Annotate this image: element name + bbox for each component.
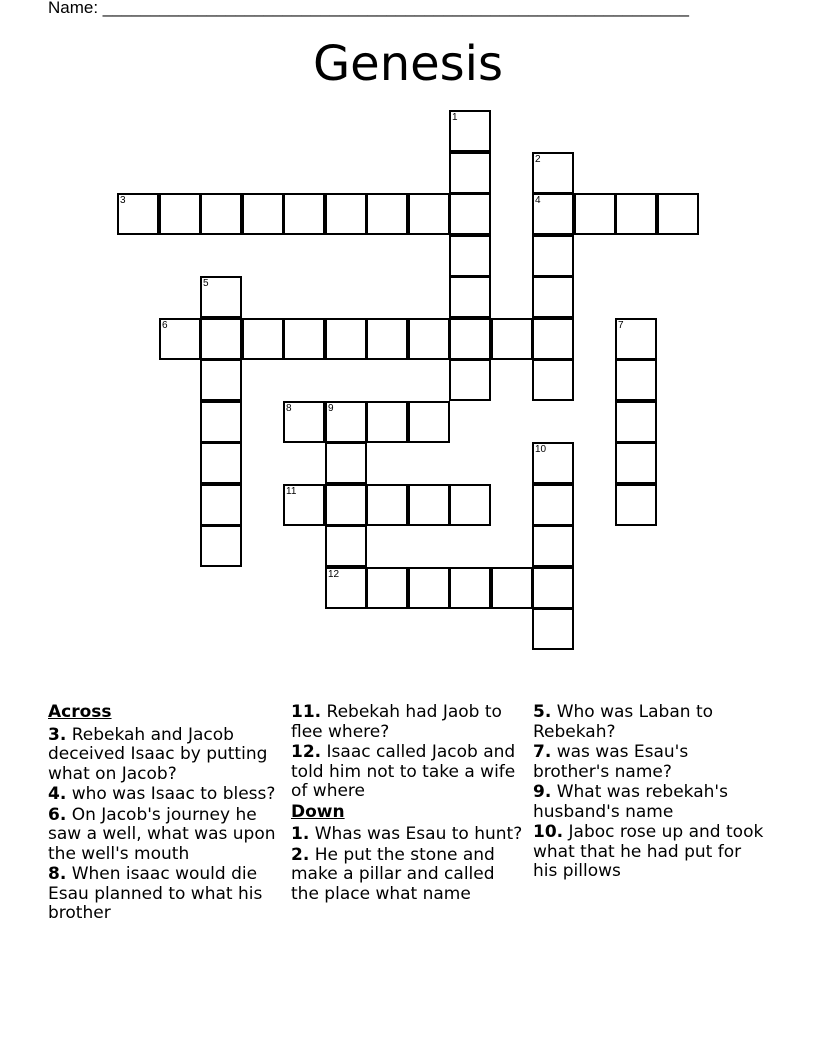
grid-cell[interactable] — [532, 276, 574, 318]
clue-number: 7. — [533, 742, 552, 762]
grid-cell[interactable] — [200, 401, 242, 443]
clue-down-5 — [533, 703, 768, 742]
grid-cell[interactable] — [615, 442, 657, 484]
clue-number: 2. — [291, 844, 310, 865]
grid-cell[interactable] — [200, 484, 242, 526]
clue-text: Rebekah had Jaob to flee where? — [291, 702, 502, 742]
grid-cell[interactable] — [491, 567, 533, 609]
clue-number: 4. — [48, 784, 67, 804]
clue-number: 11. — [291, 702, 322, 722]
clue-down-7 — [533, 743, 768, 782]
page-title: Genesis — [312, 36, 504, 92]
clue-text: He put the stone and make a pillar and called the place what name — [291, 844, 495, 904]
clue-text: On Jacob's journey he saw a well, what was upon the well's mouth — [48, 804, 276, 864]
clue-across-8 — [48, 865, 283, 924]
clue-text: Who was Laban to Rebekah? — [533, 702, 714, 742]
clues-column-1 — [48, 703, 283, 925]
grid-cell[interactable] — [283, 318, 325, 360]
grid-cell[interactable] — [449, 235, 491, 277]
grid-cell[interactable] — [159, 193, 201, 235]
clue-number: 1. — [291, 824, 310, 844]
grid-cell[interactable] — [449, 152, 491, 194]
clue-number: 3. — [48, 724, 67, 745]
clue-down-2 — [291, 846, 526, 905]
clue-number-label: 1 — [452, 112, 458, 123]
clue-down-1 — [291, 825, 526, 845]
grid-cell[interactable] — [532, 525, 574, 567]
grid-cell[interactable] — [615, 359, 657, 401]
clue-number-label: 9 — [328, 403, 334, 414]
clue-number: 12. — [291, 742, 322, 762]
grid-cell[interactable] — [366, 318, 408, 360]
grid-cell[interactable] — [449, 276, 491, 318]
grid-cell[interactable] — [325, 193, 367, 235]
across-heading: Across — [48, 702, 112, 722]
grid-cell[interactable] — [532, 608, 574, 650]
clue-down-9 — [533, 783, 768, 822]
down-heading: Down — [291, 801, 345, 822]
grid-cell[interactable] — [242, 193, 284, 235]
clue-text: who was Isaac to bless? — [71, 784, 276, 804]
clue-across-6 — [48, 806, 283, 865]
clue-text: What was rebekah's husband's name — [533, 782, 728, 822]
grid-cell[interactable] — [532, 318, 574, 360]
clue-text: Jaboc rose up and took what that he had put for his pillows — [533, 822, 764, 881]
grid-cell[interactable] — [325, 484, 367, 526]
clue-text: Isaac called Jacob and told him not to take a wife of where — [291, 742, 516, 801]
grid-cell[interactable] — [449, 359, 491, 401]
grid-cell[interactable] — [449, 484, 491, 526]
grid-cell[interactable] — [408, 484, 450, 526]
grid-cell[interactable] — [615, 484, 657, 526]
clues-column-2 — [291, 703, 526, 905]
clue-number: 9. — [533, 782, 552, 802]
clue-number-label: 12 — [328, 569, 340, 580]
grid-cell[interactable] — [242, 318, 284, 360]
clue-number-label: 7 — [618, 320, 624, 331]
clue-text: was was Esau's brother's name? — [533, 742, 689, 782]
grid-cell[interactable] — [408, 193, 450, 235]
grid-cell[interactable] — [200, 193, 242, 235]
grid-cell[interactable] — [366, 193, 408, 235]
clue-across-11 — [291, 703, 526, 742]
grid-cell[interactable] — [449, 193, 491, 235]
clue-number: 5. — [533, 702, 552, 722]
grid-cell[interactable] — [532, 567, 574, 609]
grid-cell[interactable] — [657, 193, 699, 235]
grid-cell[interactable] — [615, 401, 657, 443]
grid-cell[interactable] — [449, 567, 491, 609]
name-field-label[interactable]: Name: ______________________________________________________________ — [48, 0, 689, 17]
clue-number-label: 2 — [535, 154, 541, 165]
grid-cell[interactable] — [532, 484, 574, 526]
clue-text: Rebekah and Jacob deceived Isaac by putting what on Jacob? — [48, 724, 268, 784]
clue-across-12 — [291, 743, 526, 802]
grid-cell[interactable] — [615, 193, 657, 235]
grid-cell[interactable] — [366, 401, 408, 443]
grid-cell[interactable] — [200, 359, 242, 401]
clue-down-10 — [533, 823, 768, 882]
clue-text: Whas was Esau to hunt? — [314, 824, 523, 844]
clue-number-label: 10 — [535, 444, 547, 455]
grid-cell[interactable] — [325, 442, 367, 484]
clue-number-label: 5 — [203, 278, 209, 289]
grid-cell[interactable] — [283, 193, 325, 235]
grid-cell[interactable] — [532, 235, 574, 277]
clue-number-label: 11 — [286, 486, 297, 497]
grid-cell[interactable] — [200, 442, 242, 484]
grid-cell[interactable] — [491, 318, 533, 360]
grid-cell[interactable] — [532, 359, 574, 401]
clue-number-label: 6 — [162, 320, 168, 331]
grid-cell[interactable] — [408, 318, 450, 360]
grid-cell[interactable] — [200, 318, 242, 360]
grid-cell[interactable] — [408, 567, 450, 609]
clue-across-3 — [48, 726, 283, 785]
clue-across-4 — [48, 785, 283, 805]
clues-column-3 — [533, 703, 768, 883]
grid-cell[interactable] — [325, 318, 367, 360]
clue-number-label: 3 — [120, 195, 126, 206]
grid-cell[interactable] — [449, 318, 491, 360]
grid-cell[interactable] — [574, 193, 616, 235]
grid-cell[interactable] — [366, 567, 408, 609]
grid-cell[interactable] — [408, 401, 450, 443]
clue-text: When isaac would die Esau planned to what his brother — [48, 864, 263, 923]
clue-number: 10. — [533, 822, 564, 842]
clue-number: 8. — [48, 864, 67, 884]
grid-cell[interactable] — [200, 525, 242, 567]
clue-number-label: 8 — [286, 403, 292, 414]
grid-cell[interactable] — [366, 484, 408, 526]
clue-number-label: 4 — [535, 195, 541, 206]
grid-cell[interactable] — [325, 525, 367, 567]
clue-number: 6. — [48, 804, 67, 825]
